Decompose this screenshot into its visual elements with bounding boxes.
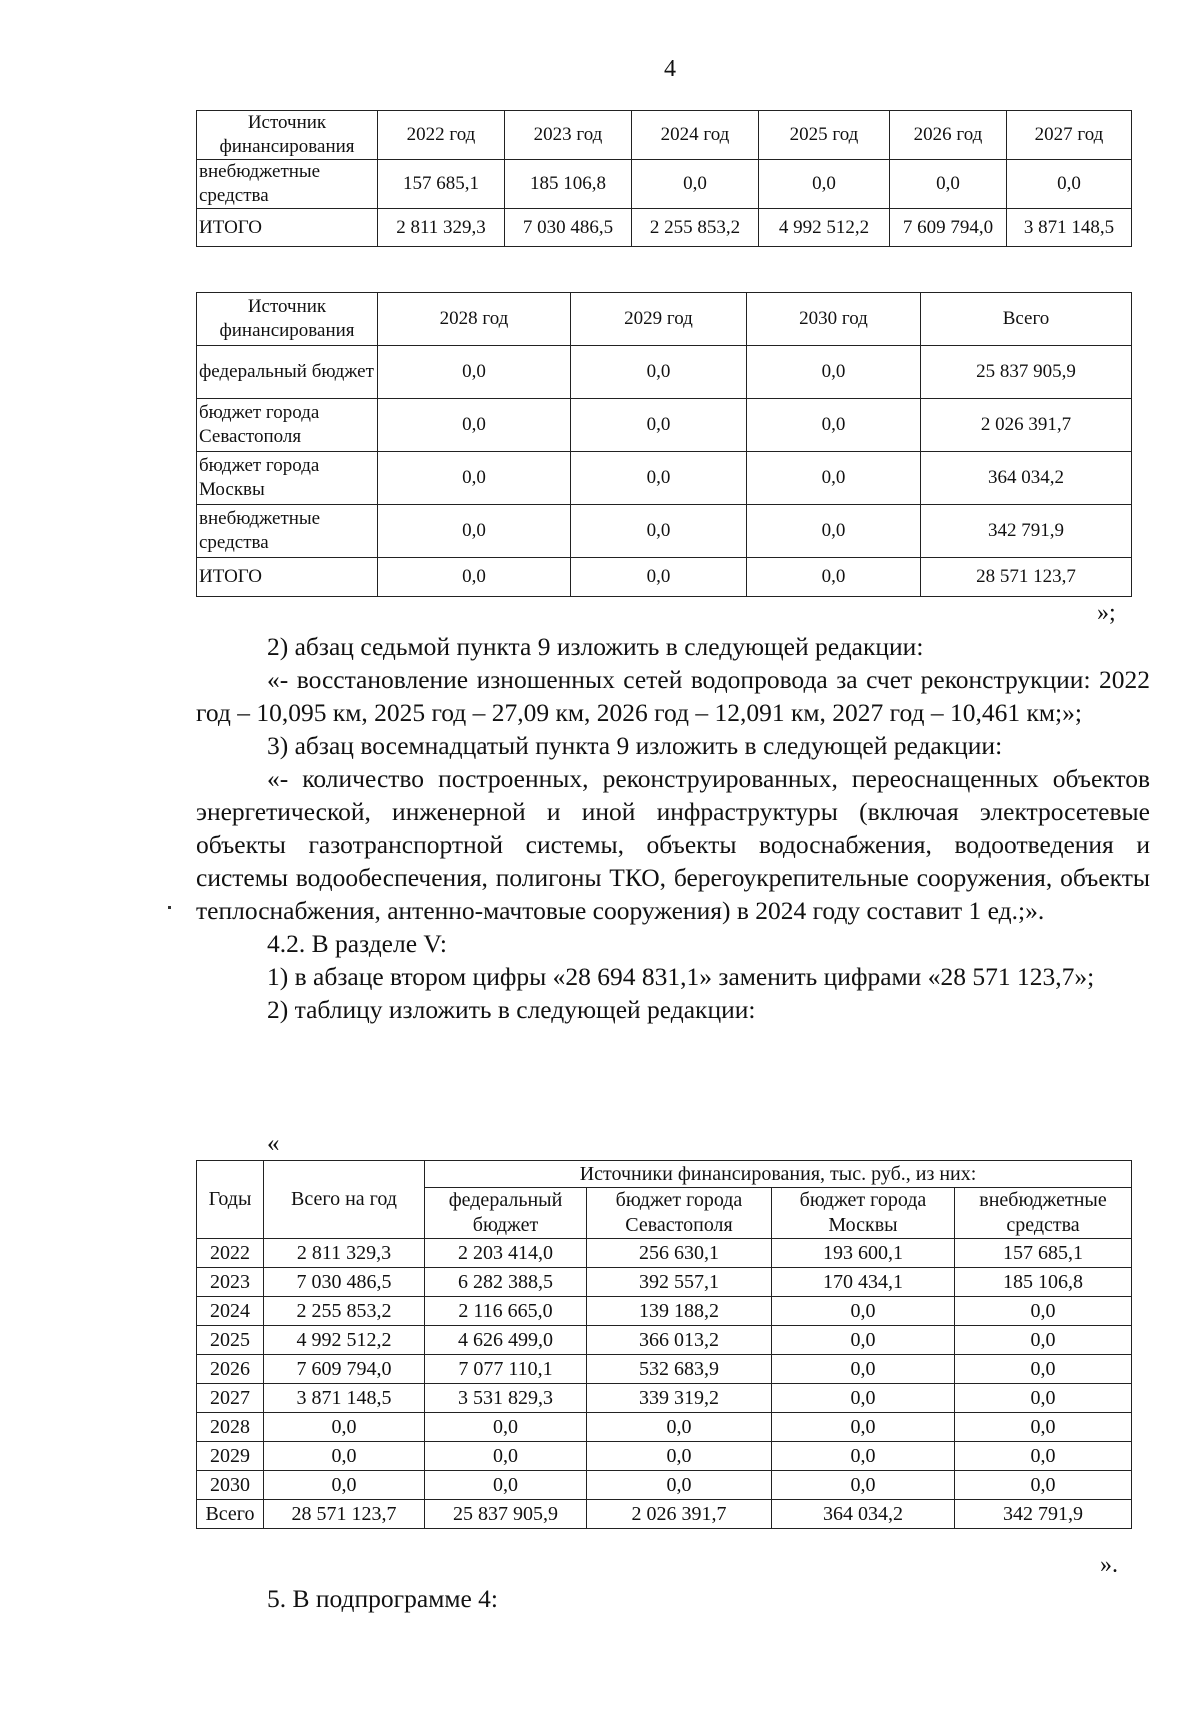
value-cell: 0,0 [425,1413,587,1442]
total-cell: 7 030 486,5 [264,1268,425,1297]
year-cell: Всего [197,1500,264,1529]
table-header-row [197,1161,1132,1188]
header-cell: бюджет города Севастополя [587,1188,772,1239]
table-row [197,160,1132,209]
table-header-row [197,111,1132,160]
value-cell: 342 791,9 [921,505,1132,558]
value-cell: 0,0 [890,160,1007,209]
total-cell: 7 609 794,0 [264,1355,425,1384]
value-cell: 364 034,2 [921,452,1132,505]
table-row [197,1268,1132,1297]
table-row [197,399,1132,452]
paragraph: «- восстановление изношенных сетей водопровода за счет реконструкции: 2022 год – 10,095 км, 2025 год – 27,09 км, 2026 год – 12,091 км, 2027 год – 10,461 км;»; [196,665,1150,727]
table-row [197,1326,1132,1355]
value-cell: 28 571 123,7 [921,558,1132,597]
value-cell: 0,0 [772,1471,955,1500]
value-cell: 0,0 [378,346,571,399]
value-cell: 0,0 [425,1442,587,1471]
value-cell: 0,0 [772,1326,955,1355]
table-row [197,1297,1132,1326]
value-cell: 0,0 [571,558,747,597]
paragraph: «- количество построенных, реконструированных, переоснащенных объектов энергетической, инженерной и иной инфраструктуры (включая электросетевые объекты газотранспортной системы, объекты водоснабжения, водоотведения и системы водообеспечения, полигоны ТКО, берегоукрепительные сооружения, объекты теплоснабжения, антенно-мачтовые сооружения) в 2024 году составит 1 ед.;». [196,764,1150,925]
value-cell: 0,0 [571,452,747,505]
value-cell: 2 811 329,3 [378,209,505,247]
header-cell: Источник финансирования [197,293,378,346]
value-cell: 0,0 [632,160,759,209]
header-sources-group: Источники финансирования, тыс. руб., из них: [425,1161,1132,1188]
value-cell: 7 609 794,0 [890,209,1007,247]
value-cell: 342 791,9 [955,1500,1132,1529]
table-row [197,1413,1132,1442]
value-cell: 0,0 [955,1413,1132,1442]
value-cell: 0,0 [772,1442,955,1471]
value-cell: 0,0 [378,452,571,505]
value-cell: 0,0 [378,558,571,597]
value-cell: 0,0 [571,346,747,399]
source-cell: федеральный бюджет [197,346,378,399]
value-cell: 366 013,2 [587,1326,772,1355]
opening-quote: « [267,1130,280,1157]
header-cell: 2030 год [747,293,921,346]
year-cell: 2023 [197,1268,264,1297]
table-row [197,1471,1132,1500]
closing-quote: ». [1100,1552,1118,1578]
source-cell: внебюджетные средства [197,160,378,209]
table-row-total [197,558,1132,597]
paragraph: 1) в абзаце втором цифры «28 694 831,1» заменить цифрами «28 571 123,7»; [267,962,1095,991]
value-cell: 0,0 [747,346,921,399]
final-line: 5. В подпрограмме 4: [267,1584,498,1613]
table-header-row [197,293,1132,346]
value-cell: 0,0 [772,1413,955,1442]
header-cell: 2024 год [632,111,759,160]
total-cell: 28 571 123,7 [264,1500,425,1529]
value-cell: 0,0 [587,1413,772,1442]
year-cell: 2029 [197,1442,264,1471]
scan-speck [168,906,171,909]
header-cell: Источник финансирования [197,111,378,160]
value-cell: 0,0 [955,1355,1132,1384]
value-cell: 185 106,8 [955,1268,1132,1297]
total-cell: 0,0 [264,1413,425,1442]
value-cell: 0,0 [759,160,890,209]
table-row [197,505,1132,558]
table-row [197,1442,1132,1471]
value-cell: 2 026 391,7 [921,399,1132,452]
value-cell: 256 630,1 [587,1239,772,1268]
header-cell: федеральный бюджет [425,1188,587,1239]
header-cell: 2025 год [759,111,890,160]
source-cell: ИТОГО [197,209,378,247]
value-cell: 0,0 [587,1471,772,1500]
value-cell: 0,0 [955,1384,1132,1413]
table-row-total [197,1500,1132,1529]
header-cell: 2022 год [378,111,505,160]
value-cell: 0,0 [955,1297,1132,1326]
table-row-total [197,209,1132,247]
value-cell: 0,0 [571,505,747,558]
header-cell: 2026 год [890,111,1007,160]
value-cell: 0,0 [747,452,921,505]
value-cell: 0,0 [425,1471,587,1500]
value-cell: 139 188,2 [587,1297,772,1326]
value-cell: 170 434,1 [772,1268,955,1297]
table-row [197,452,1132,505]
value-cell: 0,0 [772,1297,955,1326]
value-cell: 0,0 [378,505,571,558]
amendment-text [196,630,1150,1026]
source-cell: бюджет города Москвы [197,452,378,505]
table-row [197,1355,1132,1384]
paragraph: 2) абзац седьмой пункта 9 изложить в следующей редакции: [267,632,924,661]
year-cell: 2030 [197,1471,264,1500]
value-cell: 157 685,1 [955,1239,1132,1268]
value-cell: 0,0 [955,1326,1132,1355]
value-cell: 4 626 499,0 [425,1326,587,1355]
value-cell: 0,0 [772,1355,955,1384]
header-cell: 2027 год [1007,111,1132,160]
funding-table-2022-2027 [196,110,1132,247]
value-cell: 4 992 512,2 [759,209,890,247]
total-cell: 2 255 853,2 [264,1297,425,1326]
paragraph: 4.2. В разделе V: [267,929,448,958]
paragraph: 3) абзац восемнадцатый пункта 9 изложить в следующей редакции: [267,731,1003,760]
value-cell: 7 077 110,1 [425,1355,587,1384]
value-cell: 0,0 [955,1471,1132,1500]
value-cell: 0,0 [747,558,921,597]
year-cell: 2022 [197,1239,264,1268]
total-cell: 3 871 148,5 [264,1384,425,1413]
value-cell: 2 203 414,0 [425,1239,587,1268]
value-cell: 0,0 [747,505,921,558]
header-cell: Всего [921,293,1132,346]
value-cell: 185 106,8 [505,160,632,209]
value-cell: 392 557,1 [587,1268,772,1297]
table-row [197,1384,1132,1413]
header-total: Всего на год [264,1161,425,1239]
value-cell: 3 871 148,5 [1007,209,1132,247]
total-cell: 4 992 512,2 [264,1326,425,1355]
total-cell: 0,0 [264,1471,425,1500]
value-cell: 0,0 [747,399,921,452]
paragraph: 2) таблицу изложить в следующей редакции: [267,995,756,1024]
value-cell: 25 837 905,9 [921,346,1132,399]
header-cell: 2029 год [571,293,747,346]
value-cell: 2 116 665,0 [425,1297,587,1326]
year-cell: 2025 [197,1326,264,1355]
closing-quote: »; [1097,600,1116,626]
header-cell: 2028 год [378,293,571,346]
table-row [197,346,1132,399]
value-cell: 25 837 905,9 [425,1500,587,1529]
value-cell: 0,0 [571,399,747,452]
value-cell: 6 282 388,5 [425,1268,587,1297]
value-cell: 364 034,2 [772,1500,955,1529]
year-cell: 2026 [197,1355,264,1384]
value-cell: 2 255 853,2 [632,209,759,247]
header-cell: внебюджетные средства [955,1188,1132,1239]
value-cell: 339 319,2 [587,1384,772,1413]
value-cell: 0,0 [587,1442,772,1471]
year-cell: 2028 [197,1413,264,1442]
total-cell: 2 811 329,3 [264,1239,425,1268]
year-cell: 2027 [197,1384,264,1413]
funding-by-year-table [196,1160,1132,1529]
header-cell: 2023 год [505,111,632,160]
value-cell: 2 026 391,7 [587,1500,772,1529]
source-cell: бюджет города Севастополя [197,399,378,452]
page-number: 4 [664,56,676,82]
value-cell: 0,0 [772,1384,955,1413]
table-row [197,1239,1132,1268]
header-cell: бюджет города Москвы [772,1188,955,1239]
total-cell: 0,0 [264,1442,425,1471]
funding-table-2028-2030 [196,292,1132,597]
value-cell: 532 683,9 [587,1355,772,1384]
year-cell: 2024 [197,1297,264,1326]
value-cell: 157 685,1 [378,160,505,209]
value-cell: 193 600,1 [772,1239,955,1268]
value-cell: 7 030 486,5 [505,209,632,247]
source-cell: ИТОГО [197,558,378,597]
value-cell: 0,0 [1007,160,1132,209]
source-cell: внебюджетные средства [197,505,378,558]
value-cell: 0,0 [378,399,571,452]
header-years: Годы [197,1161,264,1239]
value-cell: 0,0 [955,1442,1132,1471]
value-cell: 3 531 829,3 [425,1384,587,1413]
